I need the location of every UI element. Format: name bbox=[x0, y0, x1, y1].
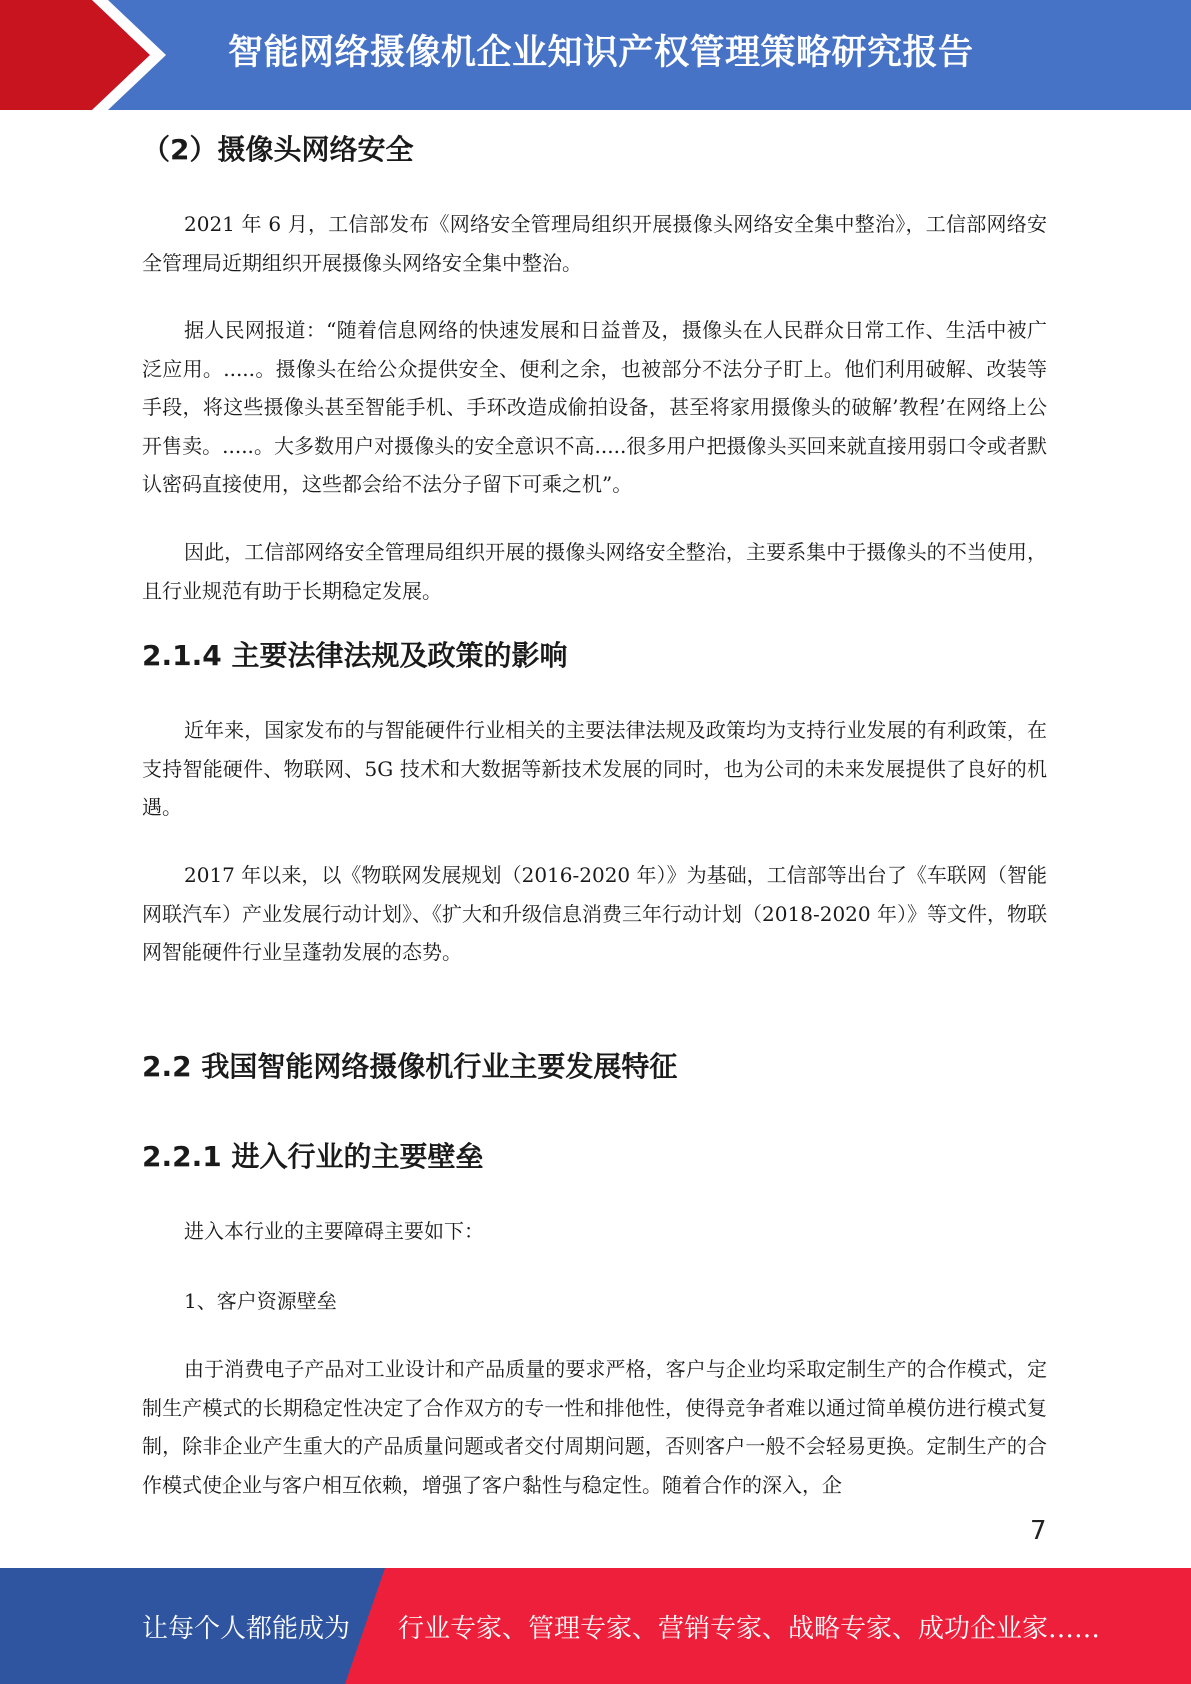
paragraph: 1、客户资源壁垒 bbox=[184, 1289, 337, 1313]
paragraph: 据人民网报道：“随着信息网络的快速发展和日益普及，摄像头在人民群众日常工作、生活中被广泛应用。.....。摄像头在给公众提供安全、便利之余，也被部分不法分子盯上。他们利用破解、改装等手段，将这些摄像头甚至智能手机、手环改造成偷拍设备，甚至将家用摄像头的破解’教程’在网络上公开售卖。.....。大多数用户对摄像头的安全意识不高.....很多用户把摄像头买回来就直接用弱口令或者默认密码直接使用，这些都会给不法分子留下可乘之机”。 bbox=[142, 318, 1047, 496]
heading-features: 2.2 我国智能网络摄像机行业主要发展特征 bbox=[142, 1050, 678, 1083]
heading-camera-security: （2）摄像头网络安全 bbox=[142, 133, 414, 166]
heading-laws: 2.1.4 主要法律法规及政策的影响 bbox=[142, 639, 568, 672]
paragraph: 由于消费电子产品对工业设计和产品质量的要求严格，客户与企业均采取定制生产的合作模式，定制生产模式的长期稳定性决定了合作双方的专一性和排他性，使得竞争者难以通过简单模仿进行模式复制，除非企业产生重大的产品质量问题或者交付周期问题，否则客户一般不会轻易更换。定制生产的合作模式使企业与客户相互依赖，增强了客户黏性与稳定性。随着合作的深入，企 bbox=[142, 1357, 1047, 1497]
paragraph: 2017 年以来，以《物联网发展规划（2016-2020 年）》为基础，工信部等出台了《车联网（智能网联汽车）产业发展行动计划》、《扩大和升级信息消费三年行动计划（2018-2020 年）》等文件，物联网智能硬件行业呈蓬勃发展的态势。 bbox=[142, 863, 1047, 964]
paragraph: 2021 年 6 月，工信部发布《网络安全管理局组织开展摄像头网络安全集中整治》，工信部网络安全管理局近期组织开展摄像头网络安全集中整治。 bbox=[142, 212, 1047, 275]
paragraph: 近年来，国家发布的与智能硬件行业相关的主要法律法规及政策均为支持行业发展的有利政策，在支持智能硬件、物联网、5G 技术和大数据等新技术发展的同时，也为公司的未来发展提供了良好的机遇。 bbox=[142, 718, 1047, 819]
paragraph: 因此，工信部网络安全管理局组织开展的摄像头网络安全整治，主要系集中于摄像头的不当使用，且行业规范有助于长期稳定发展。 bbox=[142, 540, 1047, 603]
report-title: 智能网络摄像机企业知识产权管理策略研究报告 bbox=[228, 33, 974, 73]
footer-banner bbox=[0, 1568, 1191, 1684]
paragraph: 进入本行业的主要障碍主要如下： bbox=[184, 1219, 484, 1243]
header-banner bbox=[0, 0, 1191, 110]
heading-barriers: 2.2.1 进入行业的主要壁垒 bbox=[142, 1140, 484, 1173]
footer-slogan-left: 让每个人都能成为 bbox=[142, 1614, 351, 1644]
footer-slogan-right: 行业专家、管理专家、营销专家、战略专家、成功企业家…… bbox=[398, 1614, 1101, 1644]
red-chevron-shape bbox=[0, 0, 150, 110]
page-number: 7 bbox=[1030, 1516, 1047, 1546]
